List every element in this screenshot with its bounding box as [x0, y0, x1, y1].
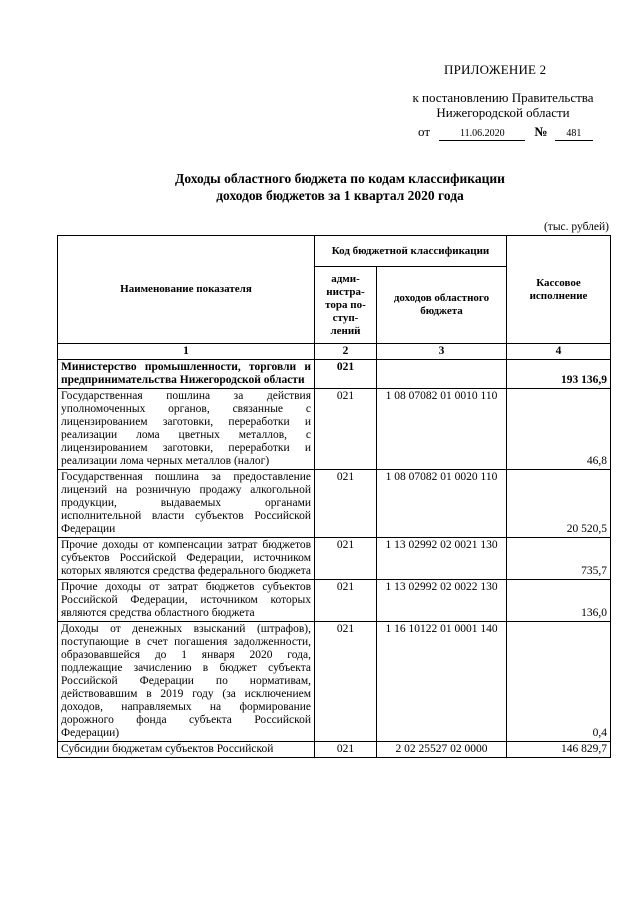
row-income-code: 2 02 25527 02 0000 [377, 742, 507, 758]
header-name: Наименование показателя [58, 236, 315, 344]
table-row [58, 360, 611, 389]
row-admin-code: 021 [315, 742, 377, 758]
row-admin-code: 021 [315, 470, 377, 538]
col-number-2: 2 [315, 344, 377, 360]
table-row [58, 538, 611, 580]
row-income-code: 1 08 07082 01 0010 110 [377, 389, 507, 470]
decree-number: 481 [555, 127, 593, 141]
row-name: Прочие доходы от затрат бюджетов субъектов Российской Федерации, источником которых являются средства областного бюджета [58, 580, 315, 622]
header-income-code: доходов областного бюджета [377, 267, 507, 344]
appendix-label: ПРИЛОЖЕНИЕ 2 [444, 62, 547, 77]
row-value: 46,8 [507, 389, 611, 470]
row-name: Субсидии бюджетам субъектов Российской [58, 742, 315, 758]
table-row [58, 580, 611, 622]
row-value: 20 520,5 [507, 470, 611, 538]
units-label: (тыс. рублей) [543, 221, 609, 233]
date-prefix: от [418, 124, 431, 139]
row-name: Прочие доходы от компенсации затрат бюджетов субъектов Российской Федерации, источником которых являются средства федерального бюджета [58, 538, 315, 580]
row-name: Министерство промышленности, торговли и предпринимательства Нижегородской области [58, 360, 315, 389]
title-line-2: доходов бюджетов за 1 квартал 2020 года [216, 188, 464, 203]
col-number-1: 1 [58, 344, 315, 360]
decree-date-line [418, 124, 593, 141]
row-income-code: 1 16 10122 01 0001 140 [377, 622, 507, 742]
row-value: 0,4 [507, 622, 611, 742]
row-income-code: 1 13 02992 02 0021 130 [377, 538, 507, 580]
row-value: 193 136,9 [507, 360, 611, 389]
decree-line-2: Нижегородской области [436, 105, 570, 120]
row-value: 146 829,7 [507, 742, 611, 758]
row-income-code [377, 360, 507, 389]
decree-line-1: к постановлению Правительства [412, 90, 594, 105]
row-income-code: 1 08 07082 01 0020 110 [377, 470, 507, 538]
number-prefix: № [534, 124, 548, 139]
income-table [57, 235, 611, 758]
title-line-1: Доходы областного бюджета по кодам классификации [175, 171, 505, 186]
header-execution: Кассовое исполнение [507, 236, 611, 344]
table-row [58, 470, 611, 538]
row-name: Государственная пошлина за предоставление лицензий на розничную продажу алкогольной продукции, выдаваемых органами исполнительной власти субъектов Российской Федерации [58, 470, 315, 538]
row-admin-code: 021 [315, 580, 377, 622]
header-code-group: Код бюджетной классификации [315, 236, 507, 267]
col-number-3: 3 [377, 344, 507, 360]
row-income-code: 1 13 02992 02 0022 130 [377, 580, 507, 622]
row-admin-code: 021 [315, 622, 377, 742]
row-value: 735,7 [507, 538, 611, 580]
document-title [60, 170, 620, 204]
col-number-4: 4 [507, 344, 611, 360]
table-row [58, 742, 611, 758]
decree-reference [396, 90, 610, 120]
decree-date: 11.06.2020 [439, 127, 525, 141]
header-admin: адми- нистра- тора по- ступ- лений [315, 267, 377, 344]
table-row [58, 389, 611, 470]
row-value: 136,0 [507, 580, 611, 622]
row-admin-code: 021 [315, 389, 377, 470]
row-admin-code: 021 [315, 538, 377, 580]
row-admin-code: 021 [315, 360, 377, 389]
row-name: Государственная пошлина за действия уполномоченных органов, связанные с лицензированием заготовки, переработки и реализации лома цветных металлов, с лицензированием заготовки, переработки и реализации лома черных металлов (налог) [58, 389, 315, 470]
row-name: Доходы от денежных взысканий (штрафов), поступающие в счет погашения задолженности, образовавшейся до 1 января 2020 года, подлежащие зачислению в бюджет субъекта Российской Федерации по нормативам, действовавшим в 2019 году (за исключением доходов, направляемых на формирование дорожного фонда субъекта Российской Федерации) [58, 622, 315, 742]
table-row [58, 622, 611, 742]
